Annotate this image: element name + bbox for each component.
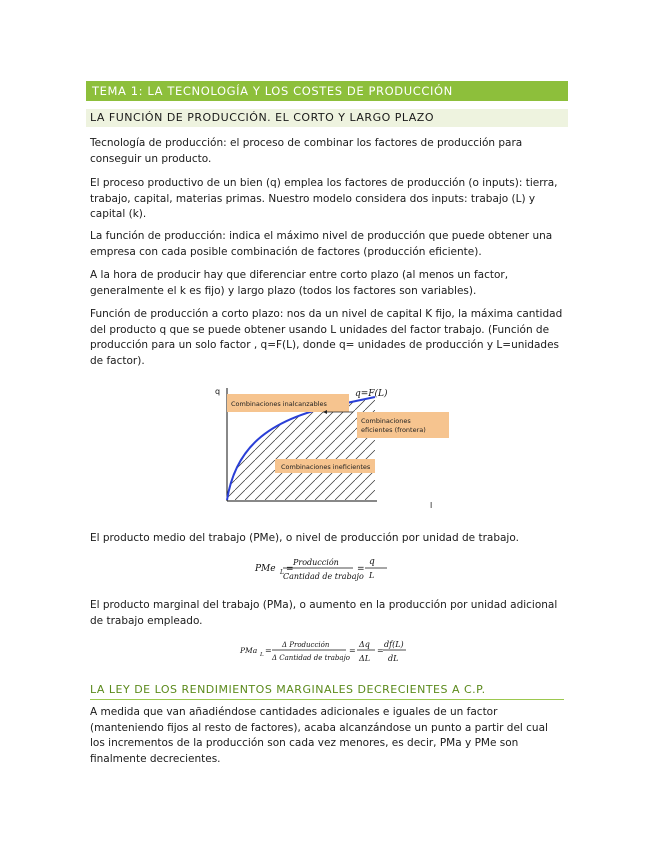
pma-formula [238, 636, 408, 668]
pme-formula [253, 553, 393, 583]
pme-numerator-2: q [369, 557, 375, 567]
paragraph-law: A medida que van añadiéndose cantidades adicionales e iguales de un factor (manteniendo fijos al resto de factores), acaba alcanzándose un punto a partir del cual los incrementos de la producción son cada vez menores, es decir, PMa y PMe son finalmente decrecientes. [90, 706, 548, 765]
paragraph-3: La función de producción: indica el máximo nivel de producción que puede obtener una empresa con cada posible combinación de factores (producción eficiente). [90, 230, 553, 258]
production-function-figure [205, 380, 455, 515]
pma-lhs: PMa [240, 646, 258, 655]
pma-lhs-sub: L [260, 652, 264, 658]
y-axis-label: q [215, 387, 221, 396]
efficient-label-line2: eficientes (frontera) [361, 426, 426, 434]
section-heading: LA FUNCIÓN DE PRODUCCIÓN. EL CORTO Y LARGO PLAZO [86, 109, 568, 127]
production-function-diagram [205, 380, 455, 515]
pme-equals: = [357, 564, 365, 574]
pme-numerator: Producción [293, 558, 339, 567]
x-axis-label: l [430, 501, 433, 510]
pme-paragraph: El producto medio del trabajo (PMe), o nivel de producción por unidad de trabajo. [90, 532, 519, 544]
curve-label: q=F(L) [355, 389, 388, 399]
pme-denominator-2: L [369, 571, 375, 580]
unreachable-label: Combinaciones inalcanzables [231, 400, 327, 408]
paragraph-4: A la hora de producir hay que diferenciar entre corto plazo (al menos un factor, generalmente el k es fijo) y largo plazo (todos los factores son variables). [90, 269, 509, 297]
page-title: TEMA 1: LA TECNOLOGÍA Y LOS COSTES DE PRODUCCIÓN [86, 81, 568, 101]
svg-text:=: = [265, 646, 272, 655]
svg-text:=: = [349, 646, 356, 655]
pme-lhs-sub: L [280, 569, 284, 576]
efficient-label-line1: Combinaciones [361, 417, 411, 425]
paragraph-1: Tecnología de producción: el proceso de combinar los factores de producción para conseguir un producto. [90, 137, 523, 165]
pme-denominator: Cantidad de trabajo [283, 572, 364, 581]
efficient-box [357, 412, 449, 438]
svg-text:=: = [377, 646, 384, 655]
pma-numerator-3: df(L) [384, 640, 404, 649]
paragraph-5: Función de producción a corto plazo: nos da un nivel de capital K fijo, la máxima cantidad del producto q que se puede obtener usando L unidades del factor trabajo. (Función de producción para un solo factor , q=F(L), donde q= unidades de producción y L=unidades de factor). [90, 308, 563, 367]
pma-denominator: Δ Cantidad de trabajo [272, 654, 350, 662]
pma-numerator: Δ Producción [282, 641, 330, 649]
pma-denominator-2: ΔL [359, 654, 371, 663]
section-heading-2: LA LEY DE LOS RENDIMIENTOS MARGINALES DECRECIENTES A C.P. [90, 683, 564, 700]
pma-paragraph: El producto marginal del trabajo (PMa), o aumento en la producción por unidad adicional de trabajo empleado. [90, 599, 558, 627]
svg-text:=: = [286, 564, 294, 574]
pma-numerator-2: Δq [359, 640, 370, 649]
paragraph-2: El proceso productivo de un bien (q) emplea los factores de producción (o inputs): tierra, trabajo, capital, materias primas. Nuestro modelo considera dos inputs: trabajo (L) y capital (k). [90, 177, 558, 220]
pma-denominator-3: dL [388, 654, 399, 663]
pme-lhs: PMe [255, 564, 276, 574]
inefficient-label: Combinaciones ineficientes [281, 463, 371, 471]
